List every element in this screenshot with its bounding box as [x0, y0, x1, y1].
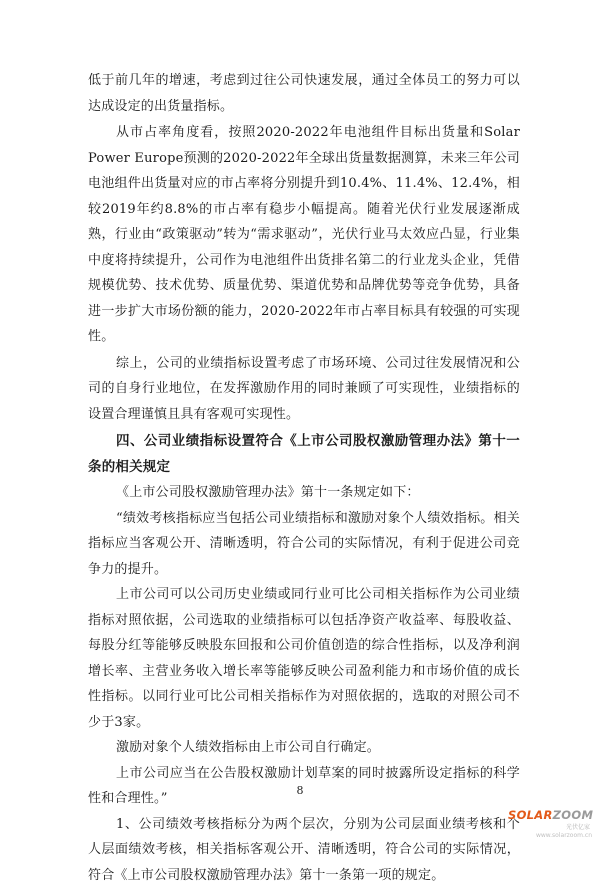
- quoted-paragraph: 上市公司可以公司历史业绩或同行业可比公司相关指标作为公司业绩指标对照依据，公司选取的业绩指标可以包括净资产收益率、每股收益、每股分红等能够反映股东回报和公司价值创造的综合性指标，以及净利润增长率、主营业务收入增长率等能够反映公司盈利能力和市场价值的成长性指标。以同行业可比公司相关指标作为对照依据的，选取的对照公司不少于3家。: [88, 582, 520, 735]
- paragraph: 综上，公司的业绩指标设置考虑了市场环境、公司过往发展情况和公司的自身行业地位，在发挥激励作用的同时兼顾了可实现性，业绩指标的设置合理谨慎且具有客观可实现性。: [88, 351, 520, 428]
- quoted-paragraph: 上市公司应当在公告股权激励计划草案的同时披露所设定指标的科学性和合理性。”: [88, 761, 520, 812]
- quoted-paragraph: 激励对象个人绩效指标由上市公司自行确定。: [88, 735, 520, 761]
- watermark-logo: SOLARZOOM: [508, 808, 594, 822]
- watermark-url: www.solarzoom.cn: [536, 832, 592, 839]
- paragraph: 低于前几年的增速，考虑到过往公司快速发展，通过全体员工的努力可以达成设定的出货量指标。: [88, 68, 520, 119]
- paragraph: 1、公司绩效考核指标分为两个层次，分别为公司层面业绩考核和个人层面绩效考核，相关指标客观公开、清晰透明，符合公司的实际情况，符合《上市公司股权激励管理办法》第十一条第一项的规定。: [88, 812, 520, 888]
- page-number: 8: [0, 784, 600, 797]
- paragraph: 《上市公司股权激励管理办法》第十一条规定如下：: [88, 480, 520, 506]
- document-body: [88, 68, 520, 888]
- section-heading: 四、公司业绩指标设置符合《上市公司股权激励管理办法》第十一条的相关规定: [88, 428, 520, 480]
- solarzoom-watermark: [508, 806, 594, 842]
- watermark-subtitle: 光伏亿家: [566, 822, 590, 831]
- quoted-paragraph: “绩效考核指标应当包括公司业绩指标和激励对象个人绩效指标。相关指标应当客观公开、清晰透明，符合公司的实际情况，有利于促进公司竞争力的提升。: [88, 506, 520, 583]
- paragraph: 从市占率角度看，按照2020-2022年电池组件目标出货量和Solar Power Europe预测的2020-2022年全球出货量数据测算，未来三年公司电池组件出货量对应的市占率将分别提升到10.4%、11.4%、12.4%，相较2019年约8.8%的市占率有稳步小幅提高。随着光伏行业发展逐渐成熟，行业由“政策驱动”转为“需求驱动”，光伏行业马太效应凸显，行业集中度将持续提升，公司作为电池组件出货排名第二的行业龙头企业，凭借规模优势、技术优势、质量优势、渠道优势和品牌优势等竞争优势，具备进一步扩大市场份额的能力，2020-2022年市占率目标具有较强的可实现性。: [88, 120, 520, 350]
